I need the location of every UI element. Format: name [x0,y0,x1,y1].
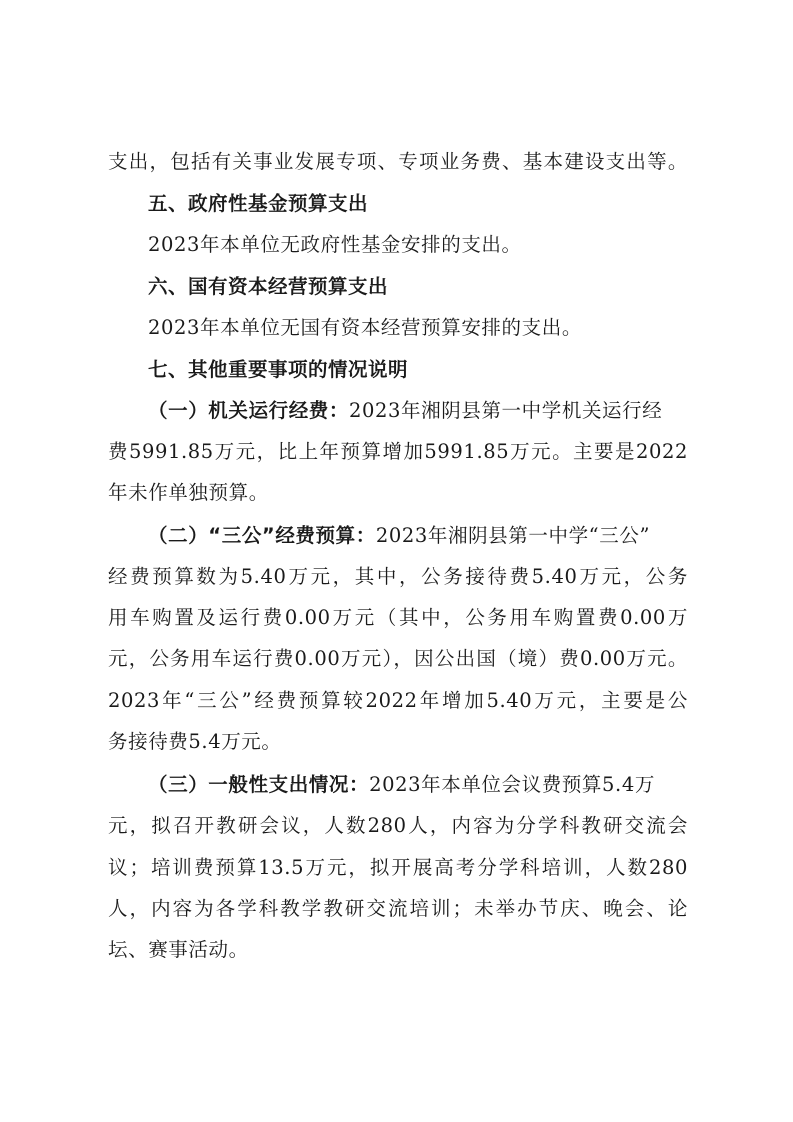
item-3-label: （三）一般性支出情况： [148,773,370,796]
item-1-label: （一）机关运行经费： [148,399,350,422]
item-1-text: 2023年湘阴县第一中学机关运行经 [349,399,663,422]
item-2-line-4: 元，公务用车运行费0.00万元），因公出国（境）费0.00万元。 [108,647,688,670]
item-2-line-2: 经费预算数为5.40万元，其中，公务接待费5.40万元，公务 [108,565,688,588]
item-3-line-3: 议；培训费预算13.5万元，拟开展高考分学科培训，人数280 [108,856,688,879]
item-2-line-1 [148,521,688,551]
section-6-heading: 六、国有资本经营预算支出 [148,275,389,298]
item-2-line-3: 用车购置及运行费0.00万元（其中，公务用车购置费0.00万 [108,606,688,629]
section-5-body: 2023年本单位无政府性基金安排的支出。 [148,233,522,256]
item-1-line-3: 年未作单独预算。 [108,481,269,504]
section-5-heading: 五、政府性基金预算支出 [148,192,369,215]
section-7-heading: 七、其他重要事项的情况说明 [148,358,409,381]
item-1-line-1 [148,396,688,426]
section-6-body: 2023年本单位无国有资本经营预算安排的支出。 [148,316,582,339]
item-3-line-4: 人，内容为各学科教学教研交流培训；未举办节庆、晚会、论 [108,897,688,920]
item-1-line-2: 费5991.85万元，比上年预算增加5991.85万元。主要是2022 [108,440,688,463]
item-3-text: 2023年本单位会议费预算5.4万 [369,773,655,796]
item-3-line-1 [148,770,688,800]
item-2-line-5: 2023年“三公”经费预算较2022年增加5.40万元，主要是公 [108,689,688,712]
continuation-line: 支出，包括有关事业发展专项、专项业务费、基本建设支出等。 [108,150,688,173]
item-3-line-5: 坛、赛事活动。 [108,938,249,961]
item-2-label: （二）“三公”经费预算： [148,524,376,547]
item-2-text: 2023年湘阴县第一中学“三公” [375,524,651,547]
item-3-line-2: 元，拟召开教研会议，人数280人，内容为分学科教研交流会 [108,814,688,837]
item-2-line-6: 务接待费5.4万元。 [108,730,282,753]
